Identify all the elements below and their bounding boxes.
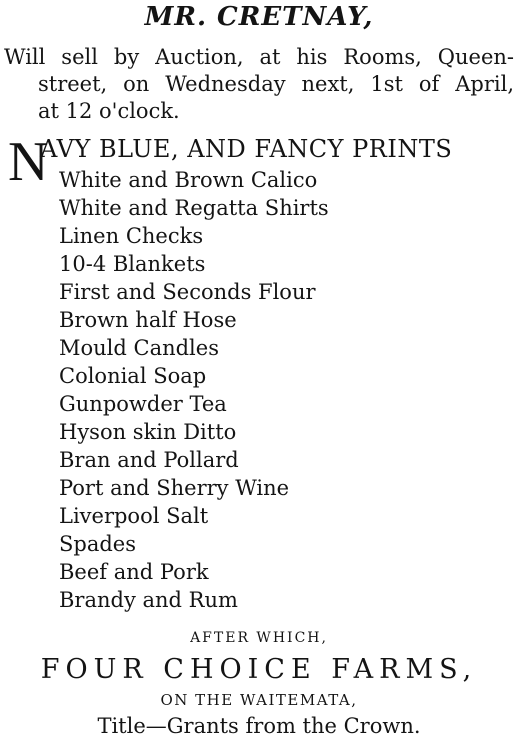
list-item: Linen Checks [59,224,204,248]
list-item: First and Seconds Flour [59,280,316,304]
list-item: Hyson skin Ditto [59,420,237,444]
lead-item: AVY BLUE, AND FANCY PRINTS [40,135,453,163]
intro-line-3: at 12 o'clock. [38,99,180,123]
list-item: Beef and Pork [59,560,209,584]
after-which-heading: AFTER WHICH, [190,630,328,646]
goods-list [59,166,329,614]
list-item: Spades [59,532,136,556]
grants-line: Title—Grants from the Crown. [97,714,421,738]
farms-heading: FOUR CHOICE FARMS, [40,654,478,685]
auction-intro [4,44,514,125]
list-item: White and Regatta Shirts [59,196,329,220]
list-item: Mould Candles [59,336,219,360]
list-item: Colonial Soap [59,364,207,388]
list-item: Port and Sherry Wine [59,476,290,500]
list-item: Brandy and Rum [59,588,238,612]
drop-cap: N [8,131,49,193]
list-item: Gunpowder Tea [59,392,227,416]
intro-line-2: street, on Wednesday next, 1st of April, [38,72,514,96]
list-item: Bran and Pollard [59,448,239,472]
list-item: White and Brown Calico [59,168,318,192]
intro-line-1: Will sell by Auction, at his Rooms, Queen- [4,45,514,69]
advertisement-title: MR. CRETNAY, [144,2,374,32]
list-item: Liverpool Salt [59,504,209,528]
list-item: Brown half Hose [59,308,237,332]
list-item: 10-4 Blankets [59,252,206,276]
location-line: ON THE WAITEMATA, [160,691,358,709]
